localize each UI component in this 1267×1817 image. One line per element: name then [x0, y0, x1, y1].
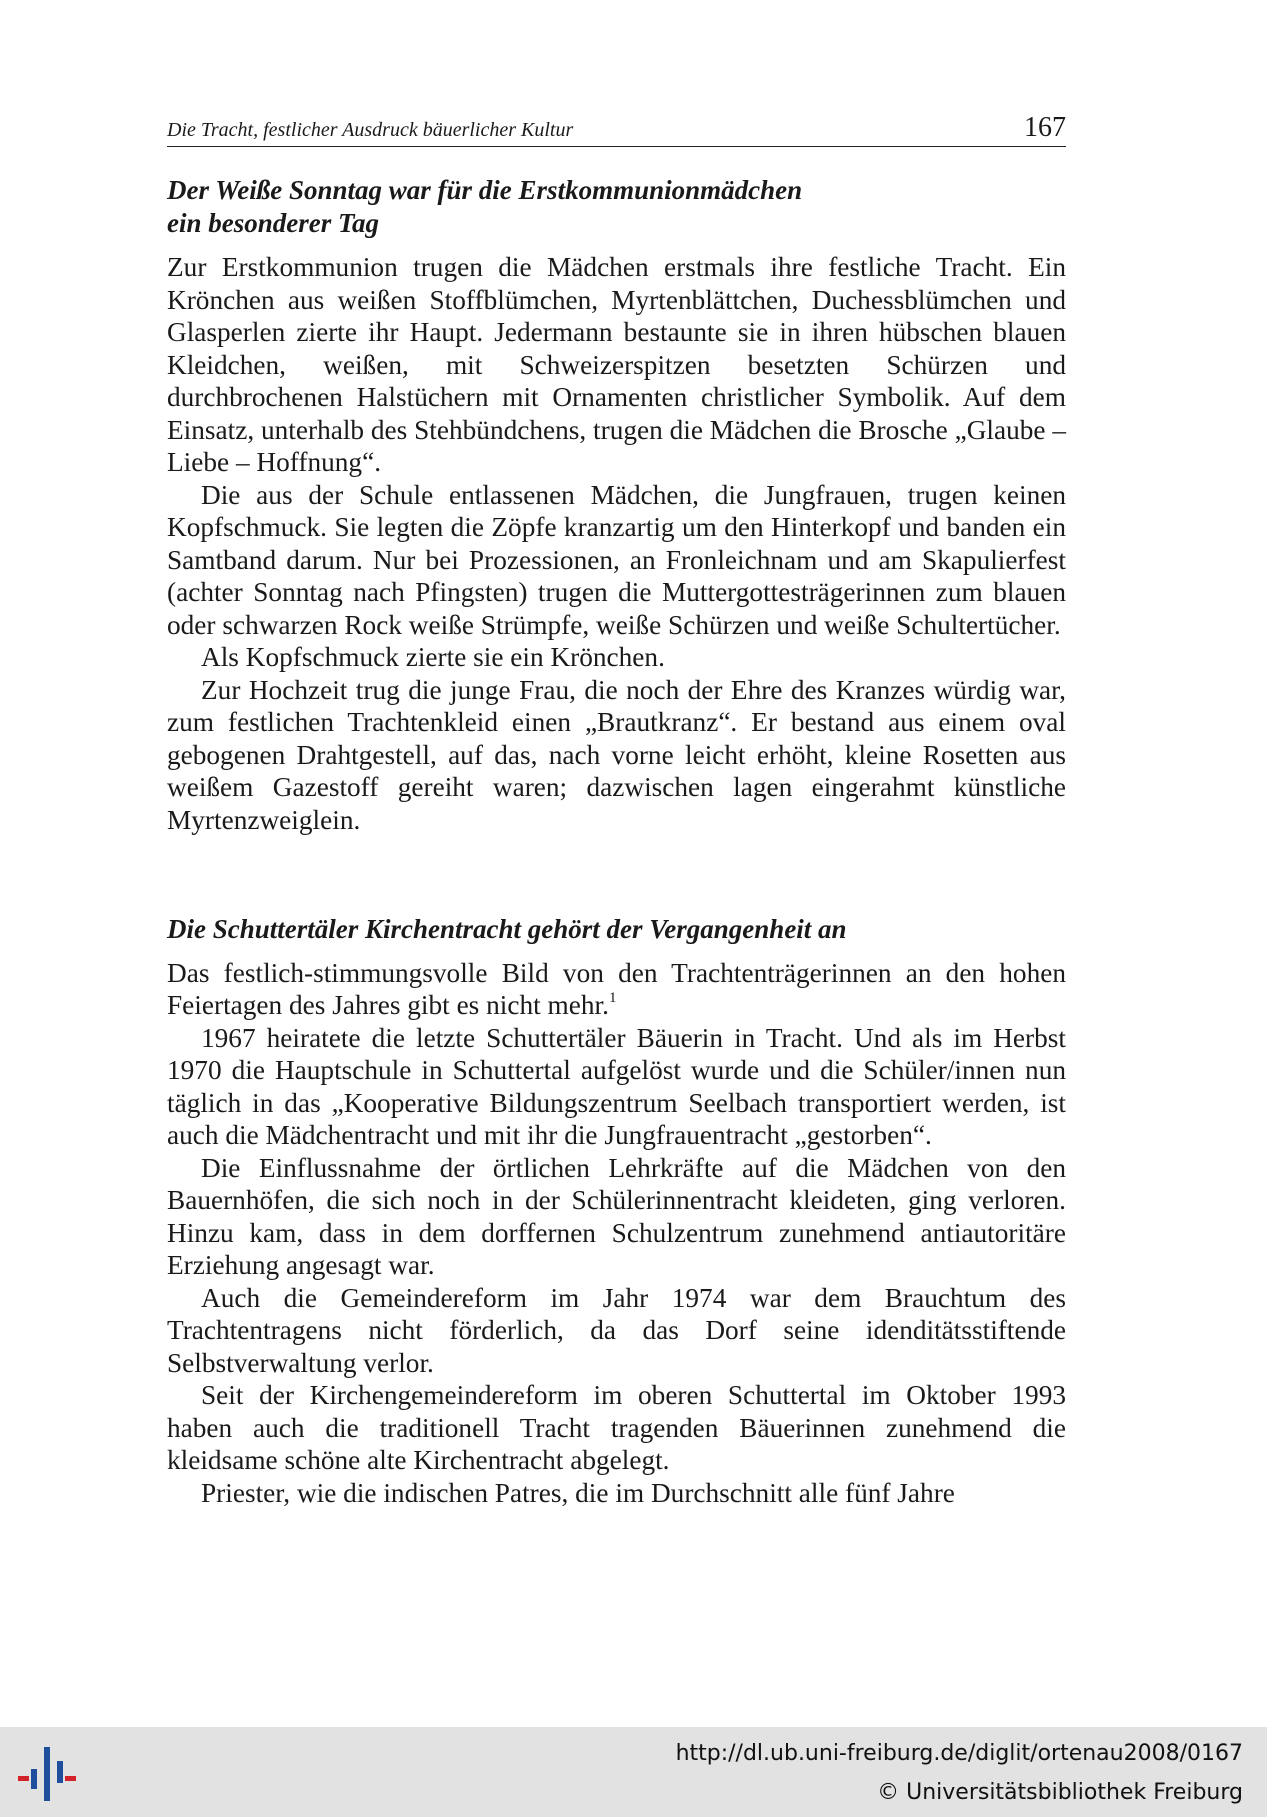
- heading-line: Der Weiße Sonntag war für die Erstkommunionmädchen: [167, 175, 803, 205]
- footnote-reference[interactable]: 1: [608, 990, 617, 1006]
- section-body-kirchentracht: [167, 957, 1066, 1510]
- ub-freiburg-logo-icon: [14, 1741, 80, 1807]
- paragraph: Zur Erstkommunion trugen die Mädchen erstmals ihre festliche Tracht. Ein Krönchen aus weißen Stoffblümchen, Myrtenblättchen, Duchessblümchen und Glasperlen zierte ihr Haupt. Jedermann bestaunte sie in ihren hübschen blauen Kleidchen, weißen, mit Schweizerspitzen besetzten Schürzen und durchbrochenen Halstüchern mit Ornamenten christlicher Symbolik. Auf dem Einsatz, unterhalb des Stehbündchens, trugen die Mädchen die Brosche „Glaube – Liebe – Hoffnung“.: [167, 252, 1067, 477]
- running-header: [167, 112, 1066, 147]
- paragraph-text: Das festlich-stimmungsvolle Bild von den Trachtenträgerinnen an den hohen Feiertagen des Jahres gibt es nicht mehr.: [167, 957, 1066, 1020]
- running-title: Die Tracht, festlicher Ausdruck bäuerlicher Kultur: [167, 119, 574, 141]
- paragraph: Die Einflussnahme der örtlichen Lehrkräfte auf die Mädchen von den Bauernhöfen, die sich noch in der Schülerinnentracht kleideten, ging verloren. Hinzu kam, dass in dem dorffernen Schulzentrum zunehmend antiautoritäre Erziehung angesagt war.: [167, 1152, 1066, 1280]
- paragraph: Die aus der Schule entlassenen Mädchen, die Jungfrauen, trugen keinen Kopfschmuck. Sie legten die Zöpfe kranzartig um den Hinterkopf und banden ein Samtband darum. Nur bei Prozessionen, an Fronleichnam und am Skapulierfest (achter Sonntag nach Pfingsten) trugen die Muttergottesträgerinnen zum blauen oder schwarzen Rock weiße Strümpfe, weiße Schürzen und weiße Schultertücher.: [167, 479, 1066, 640]
- paragraph: Priester, wie die indischen Patres, die im Durchschnitt alle fünf Jahre: [201, 1477, 955, 1508]
- footer-band: [0, 1727, 1267, 1817]
- paragraph: [167, 957, 1066, 1022]
- paragraph: 1967 heiratete die letzte Schuttertäler Bäuerin in Tracht. Und als im Herbst 1970 die Hauptschule in Schuttertal aufgelöst wurde und die Schüler/innen nun täglich in das „Kooperative Bildungszentrum Seelbach transportiert werden, ist auch die Mädchentracht und mit ihr die Jungfrauentracht „gestorben“.: [167, 1022, 1066, 1150]
- section-heading-kirchentracht: Die Schuttertäler Kirchentracht gehört der Vergangenheit an: [167, 914, 847, 944]
- heading-line: ein besonderer Tag: [167, 207, 380, 238]
- paragraph: Zur Hochzeit trug die junge Frau, die noch der Ehre des Kranzes würdig war, zum festlichen Trachtenkleid einen „Brautkranz“. Er bestand aus einem oval gebogenen Drahtgestell, auf das, nach vorne leicht erhöht, kleine Rosetten aus weißem Gazestoff gereiht waren; dazwischen lagen eingerahmt künstliche Myrtenzweiglein.: [167, 674, 1066, 835]
- paragraph: Seit der Kirchengemeindereform im oberen Schuttertal im Oktober 1993 haben auch die traditionell Tracht tragenden Bäuerinnen zunehmend die kleidsame schöne alte Kirchentracht abgelegt.: [167, 1380, 1066, 1475]
- copyright-notice: © Universitätsbibliothek Freiburg: [877, 1780, 1243, 1805]
- source-url-link[interactable]: http://dl.ub.uni-freiburg.de/diglit/ortenau2008/0167: [675, 1741, 1243, 1766]
- paragraph: Auch die Gemeindereform im Jahr 1974 war dem Brauchtum des Trachtentragens nicht förderlich, da das Dorf seine idenditätsstiftende Selbstverwaltung verlor.: [167, 1282, 1066, 1378]
- section-heading-weisser-sonntag: [167, 174, 1066, 239]
- main-text: [167, 174, 1066, 1509]
- page-number: 167: [1024, 112, 1066, 143]
- paragraph: Als Kopfschmuck zierte sie ein Krönchen.: [201, 642, 665, 672]
- section-body-weisser-sonntag: [167, 251, 1066, 836]
